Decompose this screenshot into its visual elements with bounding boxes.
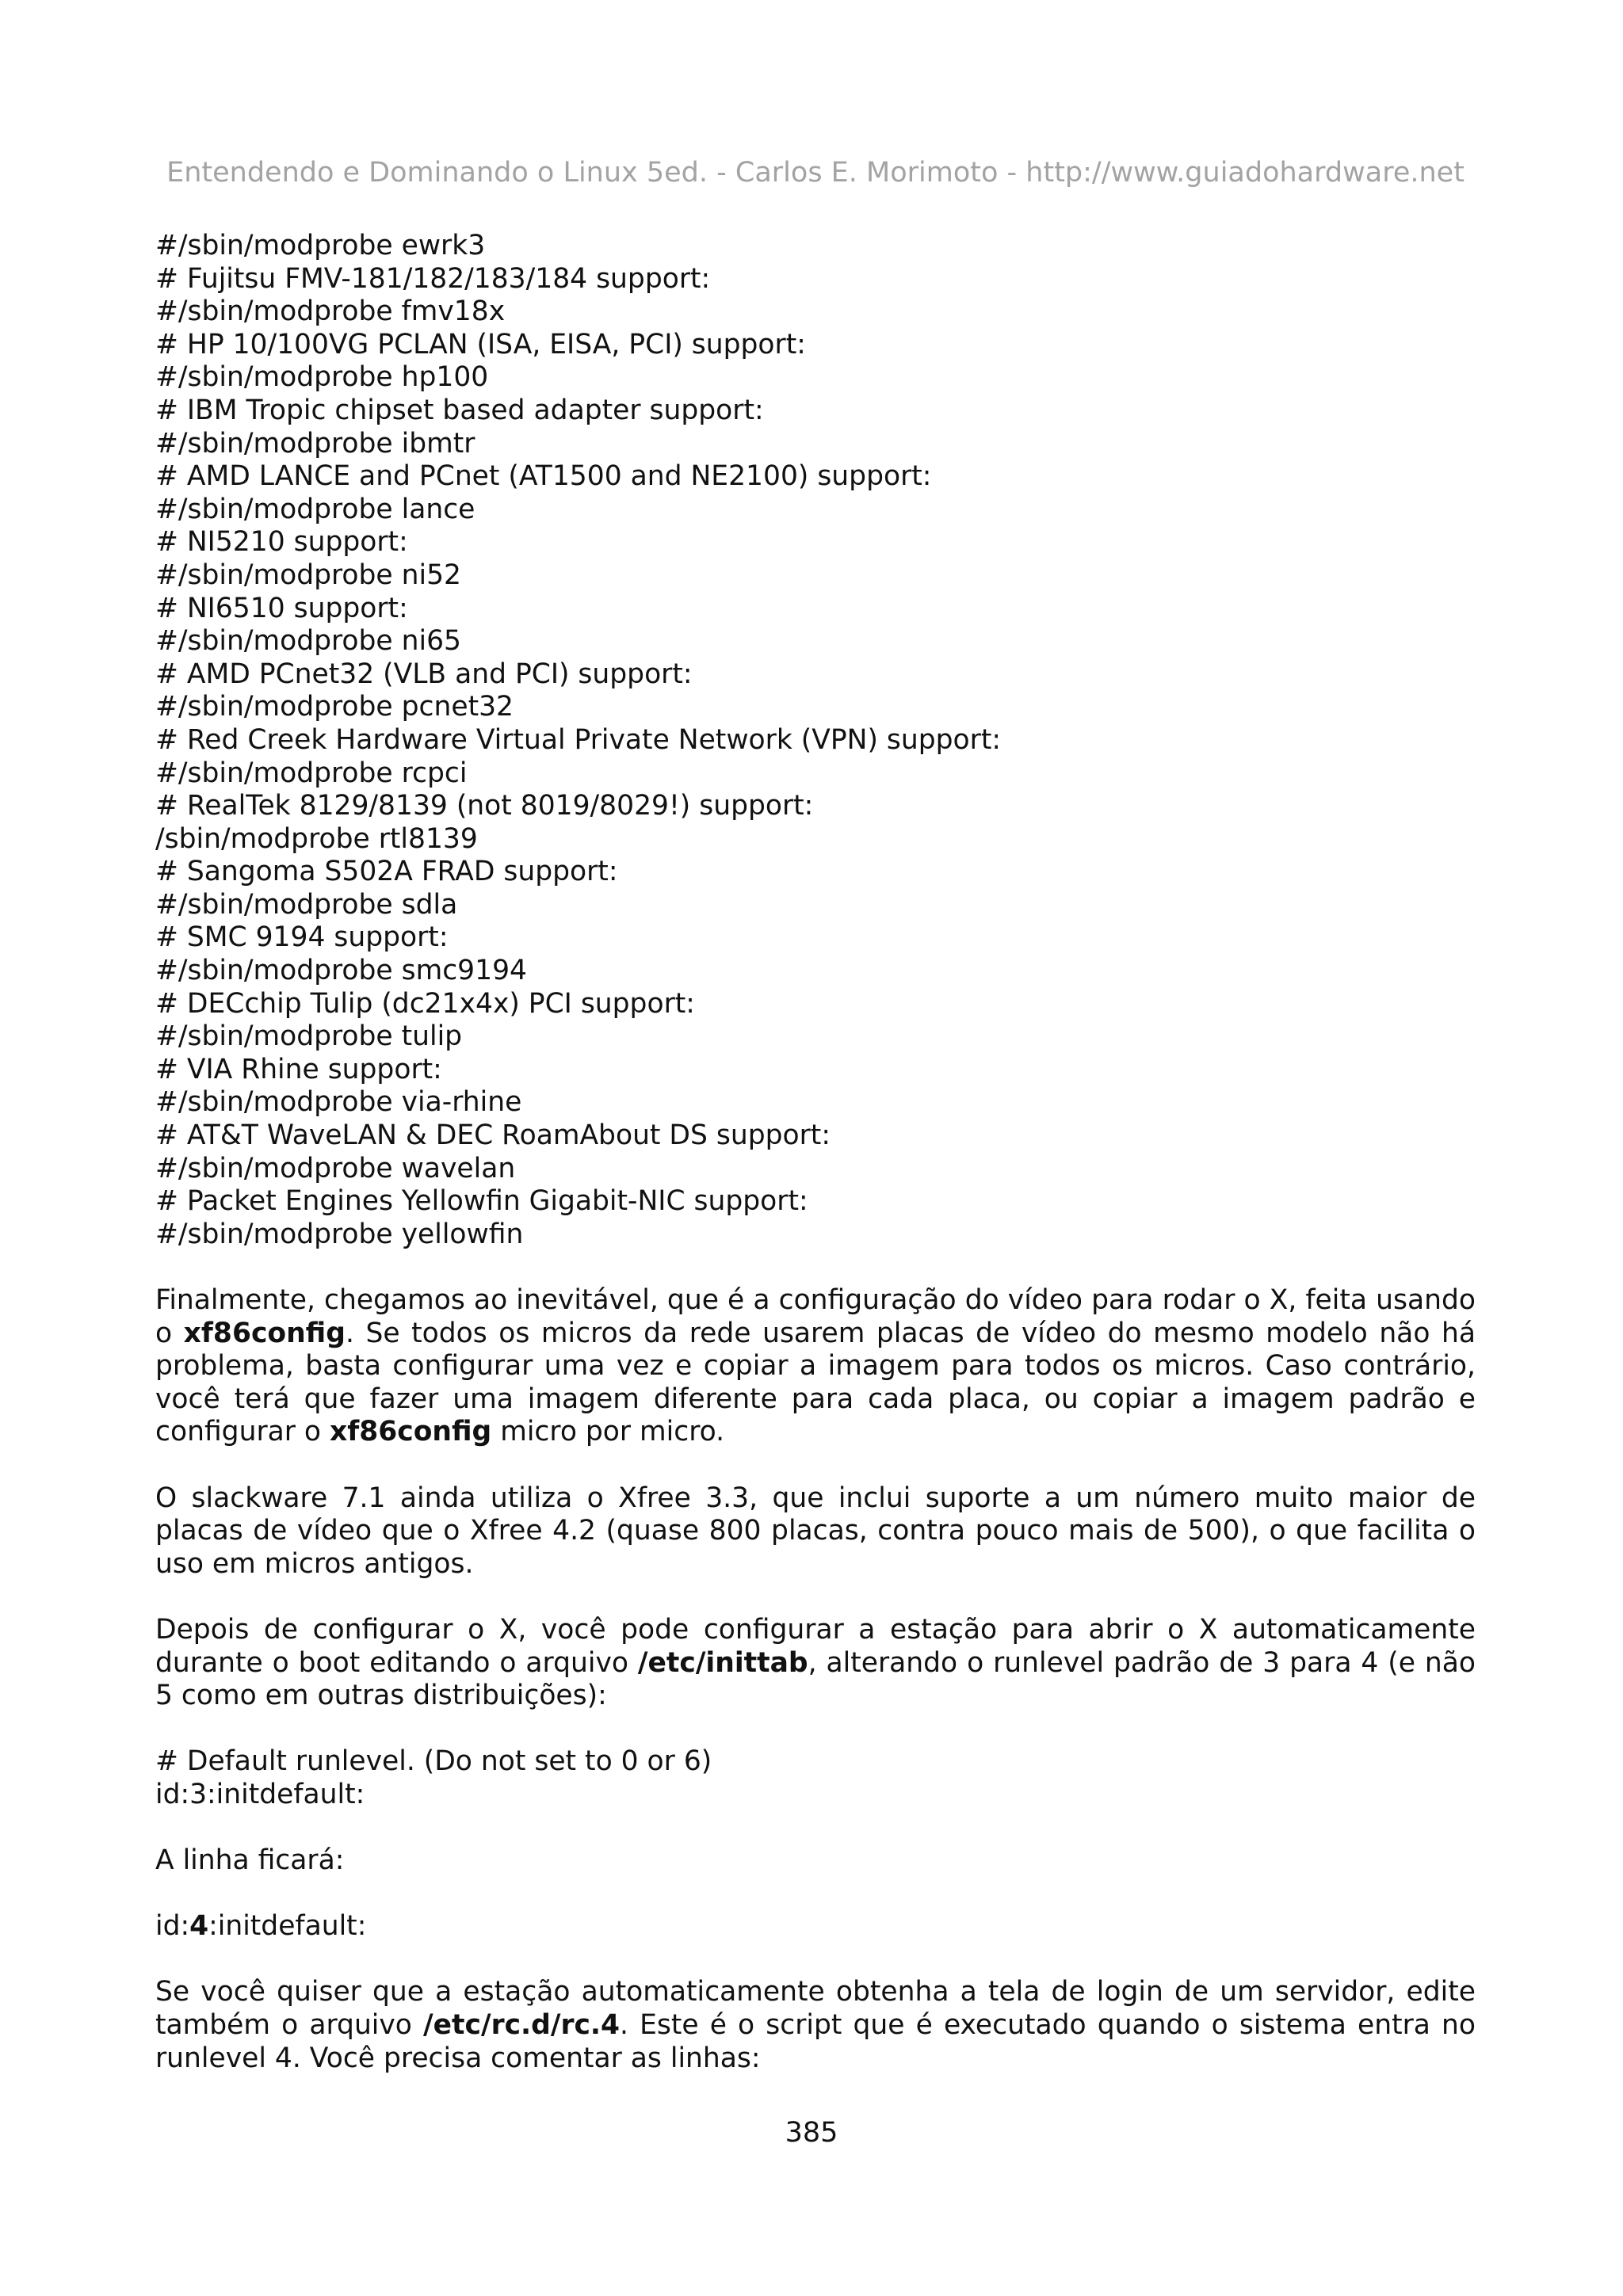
- code-line: # Packet Engines Yellowfin Gigabit-NIC support:: [155, 1185, 808, 1218]
- xf86config-term: xf86config: [183, 1317, 346, 1349]
- text-run: micro por micro.: [491, 1416, 725, 1448]
- running-header: Entendendo e Dominando o Linux 5ed. - Carlos E. Morimoto - http://www.guiadohardware.net: [166, 157, 1465, 189]
- xf86config-term: xf86config: [330, 1416, 492, 1448]
- inittab-code-block: [155, 1745, 1476, 1811]
- text-run: . Este é o script que é executado quando o sistema entra no runlevel 4. Você precisa comentar as linhas:: [155, 2009, 1476, 2074]
- code-line: # IBM Tropic chipset based adapter support:: [155, 394, 764, 426]
- code-line: #/sbin/modprobe tulip: [155, 1020, 463, 1053]
- code-line: # AT&T WaveLAN & DEC RoamAbout DS support:: [155, 1119, 831, 1152]
- runlevel-value: 4: [189, 1910, 209, 1943]
- text-run: id:: [155, 1910, 190, 1943]
- text-run: Depois de configurar o X, você pode configurar a estação para abrir o X automaticamente durante o boot editando o arquivo: [155, 1613, 1476, 1679]
- text-run: :initdefault:: [208, 1910, 367, 1943]
- inittab-path: /etc/inittab: [637, 1646, 808, 1679]
- code-line: # Red Creek Hardware Virtual Private Network (VPN) support:: [155, 723, 1001, 756]
- paragraph-xfree: O slackware 7.1 ainda utiliza o Xfree 3.3, que inclui suporte a um número muito maior de placas de vídeo que o Xfree 4.2 (quase 800 placas, contra pouco mais de 500), o que facilita o uso em micros antigos.: [155, 1482, 1476, 1580]
- page-number: 385: [785, 2117, 838, 2149]
- code-line: #/sbin/modprobe pcnet32: [155, 691, 514, 723]
- text-run: . Se todos os micros da rede usarem placas de vídeo do mesmo modelo não há problema, basta configurar uma vez e copiar a imagem para todos os micros. Caso contrário, você terá que fazer uma imagem diferente para cada placa, ou copiar a imagem padrão e configurar o: [155, 1317, 1476, 1448]
- paragraph-inittab: [155, 1614, 1476, 1713]
- code-line: #/sbin/modprobe yellowfin: [155, 1218, 524, 1250]
- code-line: # RealTek 8129/8139 (not 8019/8029!) support:: [155, 790, 814, 822]
- code-line: id:3:initdefault:: [155, 1778, 365, 1810]
- paragraph-line-will-be: A linha ficará:: [155, 1844, 345, 1877]
- code-line: # Sangoma S502A FRAD support:: [155, 856, 618, 888]
- rc4-path: /etc/rc.d/rc.4: [423, 2009, 621, 2042]
- code-line: #/sbin/modprobe wavelan: [155, 1152, 516, 1184]
- code-line: #/sbin/modprobe smc9194: [155, 955, 527, 987]
- code-line: # AMD LANCE and PCnet (AT1500 and NE2100) support:: [155, 460, 932, 493]
- modprobe-code-block: [155, 230, 1476, 1251]
- code-line: #/sbin/modprobe ibmtr: [155, 427, 475, 460]
- code-line: # SMC 9194 support:: [155, 921, 449, 954]
- code-line: # AMD PCnet32 (VLB and PCI) support:: [155, 658, 693, 690]
- code-line: # VIA Rhine support:: [155, 1053, 442, 1085]
- code-line: #/sbin/modprobe rcpci: [155, 757, 468, 789]
- text-run: , alterando o runlevel padrão de 3 para 4 (e não 5 como em outras distribuições):: [155, 1646, 1476, 1712]
- paragraph-rc4: [155, 1976, 1476, 2075]
- code-line: #/sbin/modprobe lance: [155, 493, 475, 525]
- page-content: [155, 230, 1476, 2075]
- text-run: Finalmente, chegamos ao inevitável, que é a configuração do vídeo para rodar o X, feita usando o: [155, 1284, 1476, 1349]
- paragraph-xf86config: [155, 1284, 1476, 1449]
- code-line: # NI6510 support:: [155, 592, 408, 624]
- code-line: # NI5210 support:: [155, 526, 408, 559]
- code-line: #/sbin/modprobe hp100: [155, 361, 489, 394]
- code-line: #/sbin/modprobe via-rhine: [155, 1086, 522, 1119]
- code-line: #/sbin/modprobe ewrk3: [155, 230, 486, 261]
- code-line: # Fujitsu FMV-181/182/183/184 support:: [155, 262, 711, 295]
- code-line: #/sbin/modprobe sdla: [155, 888, 458, 921]
- code-line: /sbin/modprobe rtl8139: [155, 822, 478, 855]
- code-line: # HP 10/100VG PCLAN (ISA, EISA, PCI) support:: [155, 328, 806, 360]
- code-line: #/sbin/modprobe ni65: [155, 625, 461, 658]
- code-line: # DECchip Tulip (dc21x4x) PCI support:: [155, 987, 695, 1020]
- code-line: #/sbin/modprobe ni52: [155, 559, 461, 591]
- new-initdefault-line: [155, 1910, 1476, 1943]
- code-line: # Default runlevel. (Do not set to 0 or 6): [155, 1745, 712, 1778]
- text-run: Se você quiser que a estação automaticamente obtenha a tela de login de um servidor, edite também o arquivo: [155, 1976, 1476, 2042]
- code-line: #/sbin/modprobe fmv18x: [155, 296, 506, 328]
